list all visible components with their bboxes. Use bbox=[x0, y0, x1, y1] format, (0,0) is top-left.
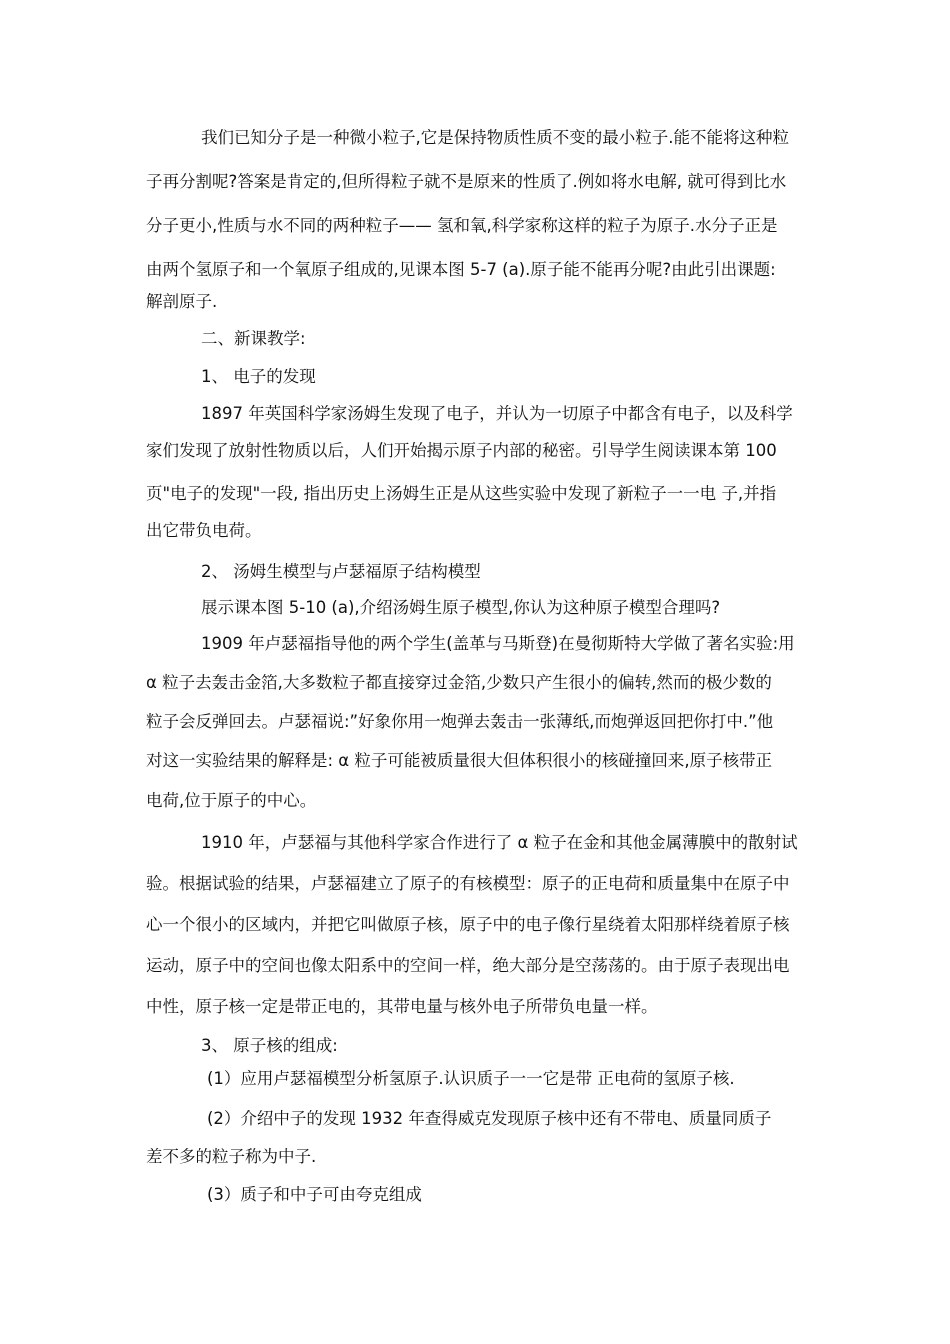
item2-para2-line: 心一个很小的区域内，并把它叫做原子核，原子中的电子像行星绕着太阳那样绕着原子核 bbox=[146, 915, 790, 934]
item2-para2-line: 1910 年，卢瑟福与其他科学家合作进行了 α 粒子在金和其他金属薄膜中的散射试 bbox=[201, 833, 798, 852]
section-heading: 二、新课教学: bbox=[201, 329, 306, 348]
item3-sub-line: (2）介绍中子的发现 1932 年查得威克发现原子核中还有不带电、质量同质子 bbox=[207, 1109, 772, 1128]
item3-heading: 3、 原子核的组成: bbox=[201, 1036, 338, 1055]
item1-line: 页"电子的发现"一段, 指出历史上汤姆生正是从这些实验中发现了新粒子一一电 子,并指 bbox=[146, 484, 777, 503]
item1-line: 出它带负电荷。 bbox=[146, 521, 262, 540]
item3-sub-line: 差不多的粒子称为中子. bbox=[146, 1147, 317, 1166]
intro-line: 由两个氢原子和一个氧原子组成的,见课本图 5-7 (a).原子能不能再分呢?由此引出课题: bbox=[146, 260, 776, 279]
item2-show-line: 展示课本图 5-10 (a),介绍汤姆生原子模型,你认为这种原子模型合理吗? bbox=[201, 598, 721, 617]
item1-heading: 1、 电子的发现 bbox=[201, 367, 316, 386]
intro-line: 解剖原子. bbox=[146, 292, 218, 311]
item1-line: 1897 年英国科学家汤姆生发现了电子，并认为一切原子中都含有电子，以及科学 bbox=[201, 404, 793, 423]
item2-para1-line: 对这一实验结果的解释是: α 粒子可能被质量很大但体积很小的核碰撞回来,原子核带正 bbox=[146, 751, 773, 770]
intro-line: 子再分割呢?答案是肯定的,但所得粒子就不是原来的性质了.例如将水电解, 就可得到比水 bbox=[146, 172, 787, 191]
item2-para1-line: 粒子会反弹回去。卢瑟福说:”好象你用一炮弹去轰击一张薄纸,而炮弹返回把你打中.”他 bbox=[146, 712, 774, 731]
item2-para2-line: 运动，原子中的空间也像太阳系中的空间一样，绝大部分是空荡荡的。由于原子表现出电 bbox=[146, 956, 790, 975]
item2-para1-line: 电荷,位于原子的中心。 bbox=[146, 791, 317, 810]
item2-para1-line: α 粒子去轰击金箔,大多数粒子都直接穿过金箔,少数只产生很小的偏转,然而的极少数的 bbox=[146, 673, 772, 692]
item2-para1-line: 1909 年卢瑟福指导他的两个学生(盖革与马斯登)在曼彻斯特大学做了著名实验:用 bbox=[201, 634, 795, 653]
intro-line: 分子更小,性质与水不同的两种粒子—— 氢和氧,科学家称这样的粒子为原子.水分子正是 bbox=[146, 216, 778, 235]
item2-para2-line: 验。根据试验的结果，卢瑟福建立了原子的有核模型：原子的正电荷和质量集中在原子中 bbox=[146, 874, 790, 893]
item2-heading: 2、 汤姆生模型与卢瑟福原子结构模型 bbox=[201, 562, 481, 581]
item3-sub-line: (1）应用卢瑟福模型分析氢原子.认识质子一一它是带 正电荷的氢原子核. bbox=[207, 1069, 735, 1088]
intro-line: 我们已知分子是一种微小粒子,它是保持物质性质不变的最小粒子.能不能将这种粒 bbox=[201, 128, 789, 147]
item3-sub-line: (3）质子和中子可由夸克组成 bbox=[207, 1185, 422, 1204]
item2-para2-line: 中性，原子核一定是带正电的，其带电量与核外电子所带负电量一样。 bbox=[146, 997, 658, 1016]
item1-line: 家们发现了放射性物质以后，人们开始揭示原子内部的秘密。引导学生阅读课本第 100 bbox=[146, 441, 777, 460]
